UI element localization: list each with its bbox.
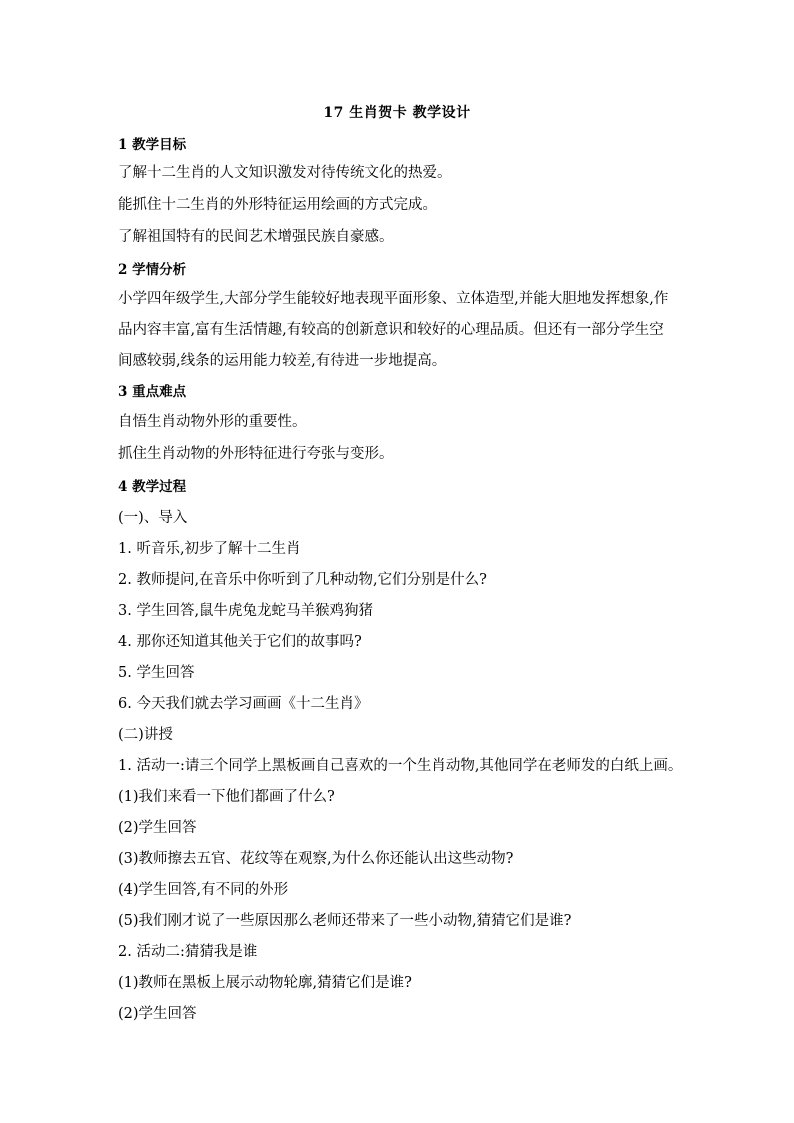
process-line: 1. 活动一:请三个同学上黑板画自己喜欢的一个生肖动物,其他同学在老师发的白纸上画。 [118,758,683,774]
keypoint-line: 自悟生肖动物外形的重要性。 [118,414,307,430]
keypoint-line: 抓住生肖动物的外形特征进行夸张与变形。 [118,446,394,462]
process-line: 2. 活动二:猜猜我是谁 [118,944,258,960]
process-line: (1)教师在黑板上展示动物轮廓,猜猜它们是谁? [118,975,412,991]
goal-line: 能抓住十二生肖的外形特征运用绘画的方式完成。 [118,197,437,213]
analysis-line: 品内容丰富,富有生活情趣,有较高的创新意识和较好的心理品质。但还有一部分学生空 [118,322,664,338]
analysis-line: 小学四年级学生,大部分学生能较好地表现平面形象、立体造型,并能大胆地发挥想象,作 [118,291,669,307]
goal-line: 了解十二生肖的人文知识激发对待传统文化的热爱。 [118,165,452,181]
process-line: (二)讲授 [118,727,173,743]
process-line: 2. 教师提问,在音乐中你听到了几种动物,它们分别是什么? [118,572,487,588]
section-heading-keypoints: 3 重点难点 [118,384,187,400]
process-line: 4. 那你还知道其他关于它们的故事吗? [118,634,362,650]
section-heading-process: 4 教学过程 [118,479,187,495]
process-line: (3)教师擦去五官、花纹等在观察,为什么你还能认出这些动物? [118,851,514,867]
process-line: (2)学生回答 [118,820,197,836]
process-line: 5. 学生回答 [118,665,195,681]
section-heading-analysis: 2 学情分析 [118,262,187,278]
section-heading-goals: 1 教学目标 [118,137,187,153]
analysis-line: 间感较弱,线条的运用能力较差,有待进一步地提高。 [118,353,447,369]
process-line: 3. 学生回答,鼠牛虎兔龙蛇马羊猴鸡狗猪 [118,603,374,619]
process-line: (5)我们刚才说了一些原因那么老师还带来了一些小动物,猜猜它们是谁? [118,913,572,929]
process-line: (4)学生回答,有不同的外形 [118,882,289,898]
process-line: (2)学生回答 [118,1006,197,1022]
process-line: (一)、导入 [118,510,188,526]
goal-line: 了解祖国特有的民间艺术增强民族自豪感。 [118,229,394,245]
process-line: 1. 听音乐,初步了解十二生肖 [118,541,301,557]
process-line: (1)我们来看一下他们都画了什么? [118,789,335,805]
process-line: 6. 今天我们就去学习画画《十二生肖》 [118,696,369,712]
document-title: 17 生肖贺卡 教学设计 [323,105,471,121]
